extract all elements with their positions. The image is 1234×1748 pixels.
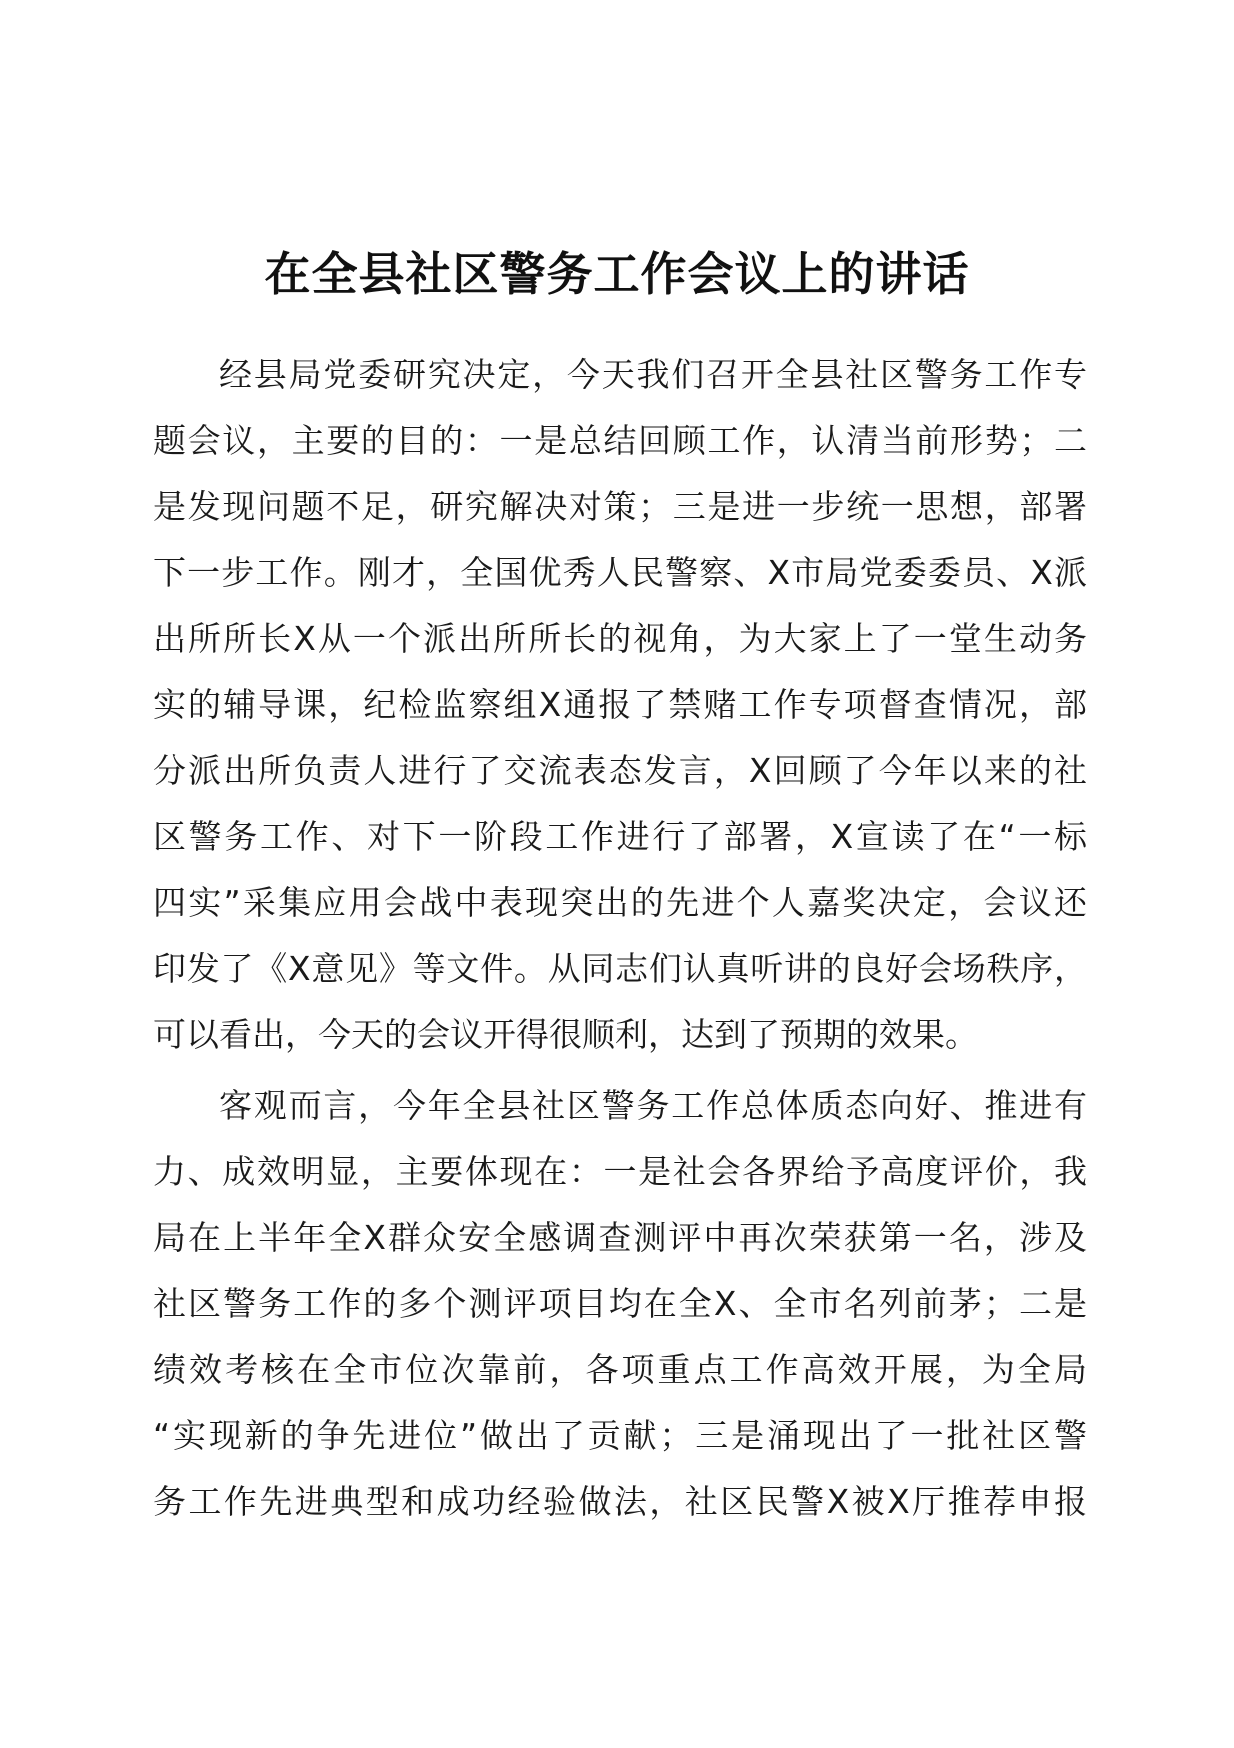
paragraph-line: 区警务工作、对下一阶段工作进行了部署，X宣读了在“一标 [153, 817, 1087, 856]
paragraph-line: 题会议，主要的目的：一是总结回顾工作，认清当前形势；二 [153, 421, 1087, 460]
paragraph-line: 力、成效明显，主要体现在：一是社会各界给予高度评价，我 [153, 1152, 1087, 1191]
paragraph-line: 经县局党委研究决定，今天我们召开全县社区警务工作专 [219, 355, 1087, 394]
paragraph-line: 客观而言，今年全县社区警务工作总体质态向好、推进有 [219, 1086, 1087, 1125]
paragraph-line: 实的辅导课，纪检监察组X通报了禁赌工作专项督查情况，部 [153, 685, 1087, 724]
paragraph-line: 印发了《X意见》等文件。从同志们认真听讲的良好会场秩序， [153, 949, 1087, 988]
paragraph-line: 绩效考核在全市位次靠前，各项重点工作高效开展，为全局 [153, 1350, 1087, 1389]
paragraph-line: 四实”采集应用会战中表现突出的先进个人嘉奖决定，会议还 [153, 883, 1087, 922]
paragraph-line: 务工作先进典型和成功经验做法，社区民警X被X厅推荐申报 [153, 1482, 1087, 1521]
paragraph-line: 可以看出，今天的会议开得很顺利，达到了预期的效果。 [153, 1015, 978, 1054]
document-title: 在全县社区警务工作会议上的讲话 [264, 247, 970, 301]
paragraph-1 [153, 342, 1087, 1068]
paragraph-line: 出所所长X从一个派出所所长的视角，为大家上了一堂生动务 [153, 619, 1087, 658]
paragraph-2 [153, 1073, 1087, 1535]
paragraph-line: “实现新的争先进位”做出了贡献；三是涌现出了一批社区警 [153, 1416, 1087, 1455]
paragraph-line: 社区警务工作的多个测评项目均在全X、全市名列前茅；二是 [153, 1284, 1087, 1323]
paragraph-line: 分派出所负责人进行了交流表态发言，X回顾了今年以来的社 [153, 751, 1087, 790]
paragraph-line: 局在上半年全X群众安全感调查测评中再次荣获第一名，涉及 [153, 1218, 1087, 1257]
paragraph-line: 是发现问题不足，研究解决对策；三是进一步统一思想，部署 [153, 487, 1087, 526]
paragraph-line: 下一步工作。刚才，全国优秀人民警察、X市局党委委员、X派 [153, 553, 1087, 592]
